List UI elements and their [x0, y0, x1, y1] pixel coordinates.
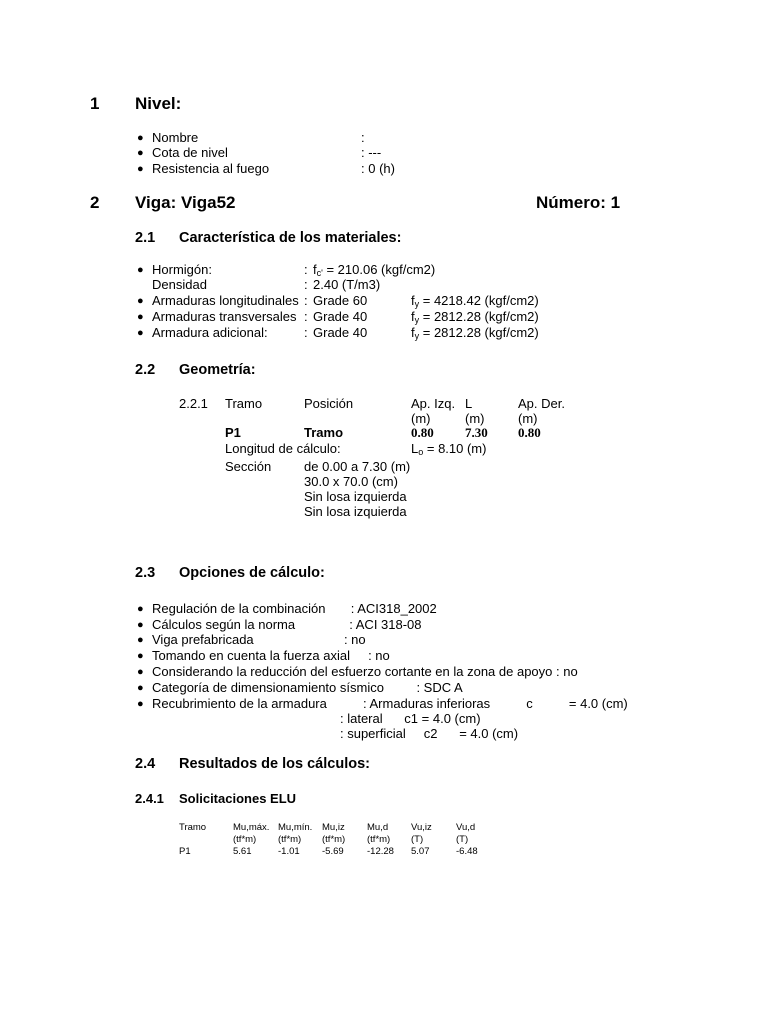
table-header: Mu,mín.	[278, 822, 313, 833]
list-item-label: Cota de nivel	[152, 145, 228, 160]
option-item: Tomando en cuenta la fuerza axial : no	[152, 648, 390, 663]
table-cell: -1.01	[278, 846, 300, 857]
bullet: ●	[137, 650, 144, 662]
seccion-line: Sin losa izquierda	[304, 489, 407, 504]
material-label: Armaduras longitudinales	[152, 293, 299, 308]
option-item: Categoría de dimensionamiento sísmico : SDC A	[152, 680, 463, 695]
longitud-value: $L_o = 8.10$ (m)	[411, 441, 487, 457]
table-unit: (tf*m)	[233, 834, 257, 845]
table-cell: 5.61	[233, 846, 252, 857]
material-value: 2.40 (T/m3)	[313, 277, 381, 292]
table-header: Vu,d	[456, 822, 476, 833]
col-header-l: L	[465, 396, 473, 411]
material-label: Hormigón:	[152, 262, 212, 277]
bullet: ●	[137, 295, 144, 307]
section-2-1-number: 2.1	[135, 230, 156, 246]
material-value: Grade 40	[313, 325, 368, 340]
seccion-line: 30.0 x 70.0 (cm)	[304, 474, 398, 489]
table-cell: -6.48	[456, 846, 478, 857]
table-cell: -12.28	[367, 846, 394, 857]
material-label: Armaduras transversales	[152, 309, 297, 324]
section-1-title: Nivel:	[135, 94, 182, 113]
seccion-line: de 0.00 a 7.30 (m)	[304, 459, 411, 474]
bullet: ●	[137, 698, 144, 710]
list-item-label: Nombre	[152, 130, 199, 145]
list-item-value: : ---	[361, 145, 382, 160]
unit-l: (m)	[465, 411, 485, 426]
col-header-tramo: Tramo	[225, 396, 263, 411]
table-header: Tramo	[179, 822, 207, 833]
table-header: Mu,iz	[322, 822, 345, 833]
material-strength: $f_y = 4218.42$ (kgf/cm2)	[411, 293, 539, 309]
seccion-line: Sin losa izquierda	[304, 504, 407, 519]
bullet: ●	[137, 682, 144, 694]
material-colon: :	[304, 262, 308, 277]
table-unit: (T)	[411, 834, 424, 845]
col-header-apizq: Ap. Izq.	[411, 396, 456, 411]
table-unit: (tf*m)	[322, 834, 346, 845]
bullet: ●	[137, 132, 144, 144]
material-colon: :	[304, 293, 308, 308]
material-value: $f_{c'} = 210.06$ (kgf/cm2)	[313, 262, 436, 278]
table-cell: 5.07	[411, 846, 430, 857]
list-item-value: :	[361, 130, 365, 145]
subsection-2-4-1-title: Solicitaciones ELU	[179, 791, 297, 806]
row-l: 7.30	[465, 425, 488, 440]
option-item: Regulación de la combinación : ACI318_2002	[152, 601, 437, 616]
bullet: ●	[137, 163, 144, 175]
option-item: Considerando la reducción del esfuerzo cortante en la zona de apoyo : no	[152, 664, 578, 679]
section-2-title: Viga: Viga52	[135, 193, 236, 212]
table-unit: (tf*m)	[278, 834, 302, 845]
option-continuation: : superficial c2 = 4.0 (cm)	[340, 726, 519, 741]
bullet: ●	[137, 603, 144, 615]
col-header-posicion: Posición	[304, 396, 354, 411]
section-2-1-title: Característica de los materiales:	[179, 230, 402, 246]
section-2-4-number: 2.4	[135, 756, 156, 772]
row-tramo: P1	[225, 425, 241, 440]
option-continuation: : lateral c1 = 4.0 (cm)	[340, 711, 481, 726]
unit-apizq: (m)	[411, 411, 431, 426]
material-strength: $f_y = 2812.28$ (kgf/cm2)	[411, 309, 539, 325]
bullet: ●	[137, 264, 144, 276]
material-label: Armadura adicional:	[152, 325, 268, 340]
bullet: ●	[137, 311, 144, 323]
material-colon: :	[304, 277, 308, 292]
section-2-4-title: Resultados de los cálculos:	[179, 756, 370, 772]
bullet: ●	[137, 327, 144, 339]
beam-number: Número: 1	[536, 193, 621, 212]
table-unit: (T)	[456, 834, 469, 845]
section-1-number: 1	[90, 94, 100, 113]
material-value: Grade 40	[313, 309, 368, 324]
table-unit: (tf*m)	[367, 834, 391, 845]
bullet: ●	[137, 634, 144, 646]
table-header: Mu,d	[367, 822, 389, 833]
option-item: Cálculos según la norma : ACI 318-08	[152, 617, 422, 632]
longitud-label: Longitud de cálculo:	[225, 441, 341, 456]
material-colon: :	[304, 325, 308, 340]
section-2-3-number: 2.3	[135, 565, 156, 581]
table-header: Mu,máx.	[233, 822, 270, 833]
table-cell: -5.69	[322, 846, 344, 857]
section-2-3-title: Opciones de cálculo:	[179, 565, 325, 581]
subsection-2-4-1-number: 2.4.1	[135, 791, 164, 806]
seccion-label: Sección	[225, 459, 272, 474]
option-item: Recubrimiento de la armadura : Armaduras inferioras c = 4.0 (cm)	[152, 696, 628, 711]
section-2-2-number: 2.2	[135, 362, 156, 378]
list-item-label: Resistencia al fuego	[152, 161, 270, 176]
row-apizq: 0.80	[411, 425, 434, 440]
table-header: Vu,iz	[411, 822, 432, 833]
material-strength: $f_y = 2812.28$ (kgf/cm2)	[411, 325, 539, 341]
material-label: Densidad	[152, 277, 207, 292]
row-apder: 0.80	[518, 425, 541, 440]
bullet: ●	[137, 666, 144, 678]
material-colon: :	[304, 309, 308, 324]
table-cell: P1	[179, 846, 191, 857]
material-value: Grade 60	[313, 293, 368, 308]
row-posicion: Tramo	[304, 425, 344, 440]
list-item-value: : 0 (h)	[361, 161, 395, 176]
option-item: Viga prefabricada : no	[152, 632, 366, 647]
bullet: ●	[137, 619, 144, 631]
section-2-2-title: Geometría:	[179, 362, 256, 378]
unit-apder: (m)	[518, 411, 538, 426]
subsection-number: 2.2.1	[179, 396, 208, 411]
section-2-number: 2	[90, 193, 100, 212]
col-header-apder: Ap. Der.	[518, 396, 565, 411]
bullet: ●	[137, 147, 144, 159]
